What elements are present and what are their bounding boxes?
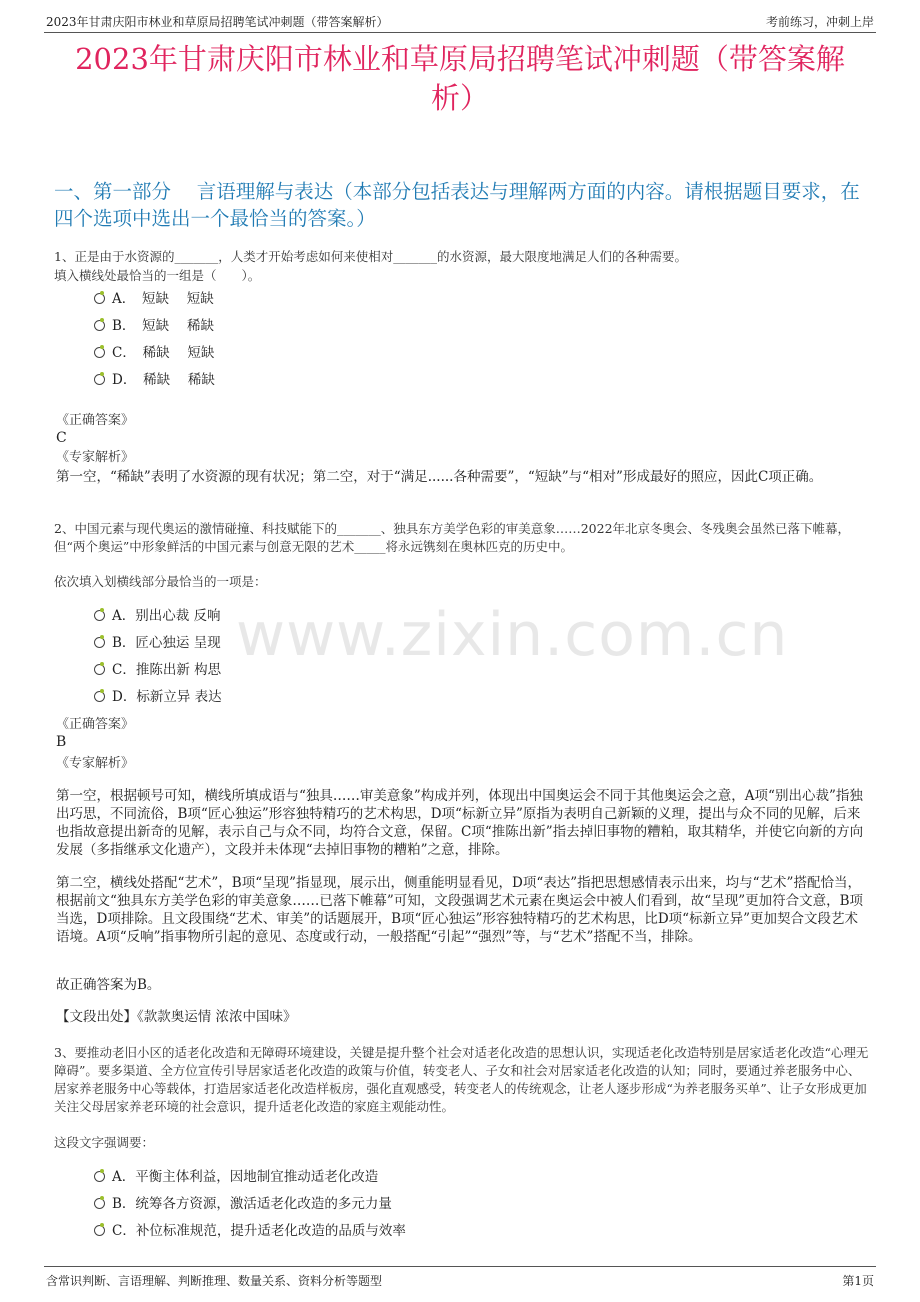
option-label: A．平衡主体利益，因地制宜推动适老化改造 bbox=[112, 1169, 379, 1185]
q1-answer-label: 《正确答案》 bbox=[56, 413, 135, 428]
option-label: B． 短缺 稀缺 bbox=[112, 318, 214, 334]
q2-analysis-paragraph-1: 第一空，根据顿号可知，横线所填成语与“独具……审美意象”构成并列，体现出中国奥运会不同于其他奥运会之意，A项“别出心裁”指独出巧思，不同流俗，B项“匠心独运”形容独特精巧的艺术构思，D项“标新立异”原指为表明自己新颖的义理，提出与众不同的见解，后来也指故意提出新奇的见解，表示自己与众不同，均符合文意，保留。C项“推陈出新”指去掉旧事物的糟粕，取其精华，并使它向新的方向发展（多指继承文化遗产），文段并未体现“去掉旧事物的糟粕”之意，排除。 bbox=[56, 788, 864, 858]
radio-icon[interactable] bbox=[94, 1198, 105, 1209]
option-label: D． 稀缺 稀缺 bbox=[112, 372, 215, 388]
q1-analysis-label: 《专家解析》 bbox=[56, 450, 135, 465]
q3-option-b[interactable] bbox=[94, 1195, 392, 1213]
q1-prompt: 填入横线处最恰当的一组是（ ）。 bbox=[54, 268, 261, 283]
radio-icon[interactable] bbox=[94, 610, 105, 621]
radio-icon[interactable] bbox=[94, 347, 105, 358]
option-label: C．补位标准规范，提升适老化改造的品质与效率 bbox=[112, 1223, 406, 1239]
q2-source: 【文段出处】《款款奥运情 浓浓中国味》 bbox=[56, 1009, 297, 1025]
q2-analysis-paragraph-2: 第二空，横线处搭配“艺术”，B项“呈现”指显现，展示出，侧重能明显看见，D项“表达”指把思想感情表示出来，均与“艺术”搭配恰当，根据前文“独具东方美学色彩的审美意象……已落下帷幕”可知，文段强调艺术元素在奥运会中被人们看到，故“呈现”更加符合文意，B项当选，D项排除。且文段围绕“艺术、审美”的话题展开，B项“匠心独运”形容独特精巧的艺术构思，比D项“标新立异”更加契合文段艺术语境。A项“反响”指事物所引起的意见、态度或行动，一般搭配“引起”“强烈”等，与“艺术”搭配不当，排除。 bbox=[56, 875, 864, 945]
page-number: 第1页 bbox=[842, 1274, 874, 1288]
q1-answer: C bbox=[56, 430, 67, 446]
q1-option-d[interactable] bbox=[94, 371, 215, 389]
option-label: A． 短缺 短缺 bbox=[112, 291, 214, 307]
q1-stem: 1、正是由于水资源的_______，人类才开始考虑如何来使相对_______的水资源，最大限度地满足人们的各种需要。 bbox=[54, 249, 687, 264]
radio-icon[interactable] bbox=[94, 664, 105, 675]
q1-option-a[interactable] bbox=[94, 290, 214, 308]
watermark: www.zixin.com.cn bbox=[236, 600, 789, 670]
radio-icon[interactable] bbox=[94, 1171, 105, 1182]
q1-analysis: 第一空，“稀缺”表明了水资源的现有状况；第二空，对于“满足......各种需要”，“短缺”与“相对”形成最好的照应，因此C项正确。 bbox=[56, 469, 823, 485]
radio-icon[interactable] bbox=[94, 1225, 105, 1236]
footer-divider bbox=[44, 1266, 876, 1267]
radio-icon[interactable] bbox=[94, 293, 105, 304]
q3-option-a[interactable] bbox=[94, 1168, 378, 1186]
q2-answer-label: 《正确答案》 bbox=[56, 717, 135, 732]
q2-prompt: 依次填入划横线部分最恰当的一项是： bbox=[54, 574, 267, 589]
option-label: D．标新立异 表达 bbox=[112, 689, 222, 705]
q1-option-b[interactable] bbox=[94, 317, 214, 335]
header-slogan: 考前练习，冲刺上岸 bbox=[765, 15, 874, 29]
footer-text: 含常识判断、言语理解、判断推理、数量关系、资料分析等题型 bbox=[46, 1274, 383, 1288]
option-label: A．别出心裁 反响 bbox=[112, 608, 221, 624]
page-title: 2023年甘肃庆阳市林业和草原局招聘笔试冲刺题（带答案解析） bbox=[75, 42, 845, 115]
radio-icon[interactable] bbox=[94, 374, 105, 385]
q2-stem: 2、中国元素与现代奥运的激情碰撞、科技赋能下的_______、独具东方美学色彩的审美意象……2022年北京冬奥会、冬残奥会虽然已落下帷幕，但“两个奥运”中形象鲜活的中国元素与创意无限的艺术_____将永远镌刻在奥林匹克的历史中。 bbox=[54, 521, 851, 554]
option-label: B．匠心独运 呈现 bbox=[112, 635, 221, 651]
option-label: C． 稀缺 短缺 bbox=[112, 345, 215, 361]
option-label: C．推陈出新 构思 bbox=[112, 662, 222, 678]
radio-icon[interactable] bbox=[94, 320, 105, 331]
q2-option-a[interactable] bbox=[94, 607, 221, 625]
q2-option-d[interactable] bbox=[94, 688, 222, 706]
radio-icon[interactable] bbox=[94, 691, 105, 702]
q2-analysis-label: 《专家解析》 bbox=[56, 756, 135, 771]
q2-conclusion: 故正确答案为B。 bbox=[56, 977, 161, 993]
q2-option-b[interactable] bbox=[94, 634, 221, 652]
q3-option-c[interactable] bbox=[94, 1222, 406, 1240]
q3-prompt: 这段文字强调要： bbox=[54, 1135, 155, 1150]
q3-stem: 3、要推动老旧小区的适老化改造和无障碍环境建设，关键是提升整个社会对适老化改造的思想认识，实现适老化改造特别是居家适老化改造“心理无障碍”。要多渠道、全方位宣传引导居家适老化改造的政策与价值，转变老人、子女和社会对居家适老化改造的认知；同时，要通过养老服务中心、居家养老服务中心等载体，打造居家适老化改造样板房，强化直观感受，转变老人的传统观念，让老人逐步形成“为养老服务买单”、让子女形成更加关注父母居家养老环境的社会意识，提升适老化改造的家庭主观能动性。 bbox=[54, 1045, 869, 1114]
q2-option-c[interactable] bbox=[94, 661, 221, 679]
section-heading: 一、第一部分 言语理解与表达（本部分包括表达与理解两方面的内容。请根据题目要求，在四个选项中选出一个最恰当的答案。） bbox=[54, 180, 860, 230]
q2-answer: B bbox=[56, 734, 67, 750]
q1-option-c[interactable] bbox=[94, 344, 214, 362]
page-header bbox=[44, 10, 876, 33]
option-label: B．统筹各方资源，激活适老化改造的多元力量 bbox=[112, 1196, 392, 1212]
header-doc-title: 2023年甘肃庆阳市林业和草原局招聘笔试冲刺题（带答案解析） bbox=[46, 15, 389, 29]
radio-icon[interactable] bbox=[94, 637, 105, 648]
